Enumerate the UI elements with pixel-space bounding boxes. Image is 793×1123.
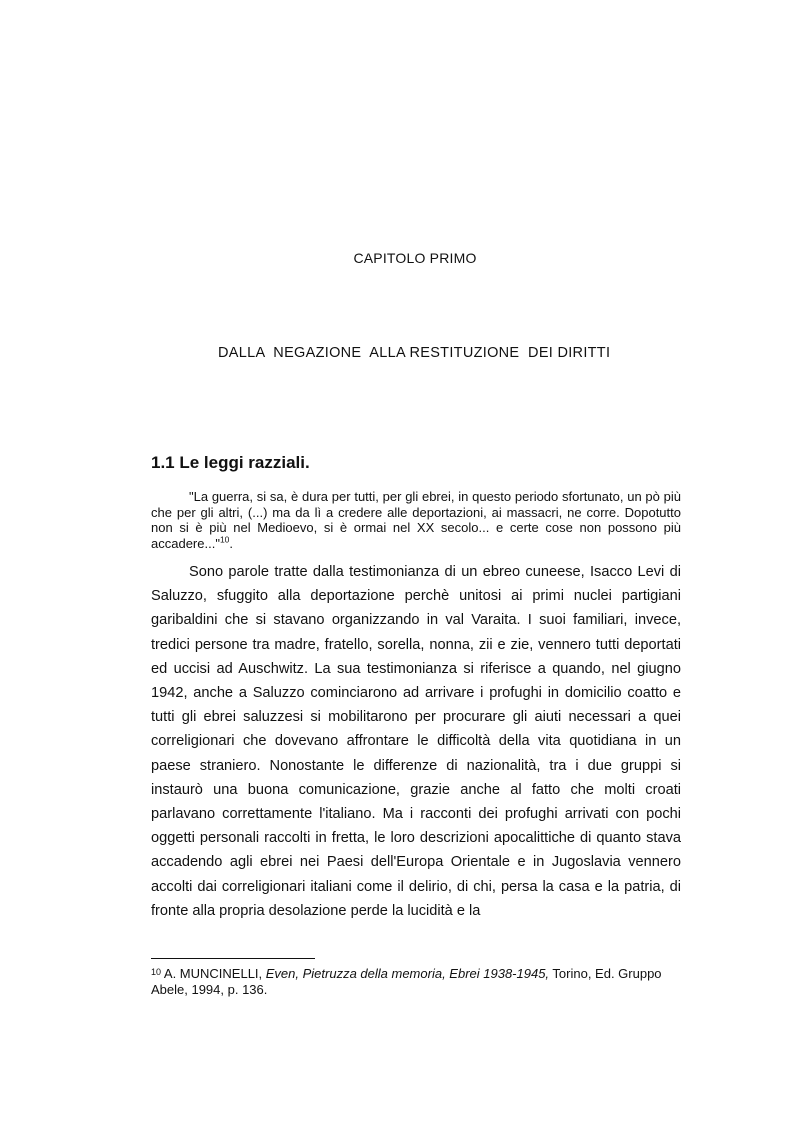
chapter-label: CAPITOLO PRIMO [353,250,477,266]
footnote-book-title: Even, Pietruzza della memoria, Ebrei 1938-1945, [265,966,550,981]
quotation [151,489,681,551]
section-heading: 1.1 Le leggi razziali. [151,453,310,472]
footnote-publication: Torino, Ed. Gruppo Abele, 1994, p. 136. [151,966,662,997]
chapter-title: DALLA NEGAZIONE ALLA RESTITUZIONE DEI DIRITTI [218,345,611,361]
footnote-divider [151,958,315,959]
body-paragraph: Sono parole tratte dalla testimonianza di un ebreo cuneese, Isacco Levi di Saluzzo, sfuggito alla deportazione perchè unitosi ai primi nuclei partigiani garibaldini che si stavano organizzando in val Varaita. I suoi familiari, invece, tredici persone tra madre, fratello, sorella, nonna, zii e zie, vennero tutti deportati ed uccisi ad Auschwitz. La sua testimonianza si riferisce a quando, nel giugno 1942, anche a Saluzzo cominciarono ad arrivare i profughi in domicilio coatto e tutti gli ebrei saluzzesi si mobilitarono per procurare gli aiuti necessari a quei correligionari che dovevano affrontare le difficoltà della vita quotidiana in un paese straniero. Nonostante le differenze di nazionalità, tra i due gruppi si instaurò una buona comunicazione, grazie anche al fatto che molti croati parlavano correttamente l'italiano. Ma i racconti dei profughi arrivati con pochi oggetti personali raccolti in fretta, le loro descrizioni apocalittiche di quanto stava accadendo agli ebrei nei Paesi dell'Europa Orientale e in Jugoslavia vennero accolti dai correligionari italiani come il delirio, di chi, persa la casa e la patria, di fronte alla propria desolazione perde la lucidità e la [151,564,681,919]
footnote-author: A. MUNCINELLI, [161,966,266,981]
quotation-end: . [229,535,234,551]
footnote [151,966,671,997]
footnote-number: 10 [151,967,162,977]
footnote-reference[interactable]: 10 [219,534,230,545]
quotation-text: "La guerra, si sa, è dura per tutti, per gli ebrei, in questo periodo sfortunato, un pò più che per gli altri, (...) ma da lì a credere alle deportazioni, ai massacri, ne corre. Dopotutto non si è più nel Medioevo, si è ormai nel XX secolo... e certe cose non possono più accadere..." [151,489,681,551]
